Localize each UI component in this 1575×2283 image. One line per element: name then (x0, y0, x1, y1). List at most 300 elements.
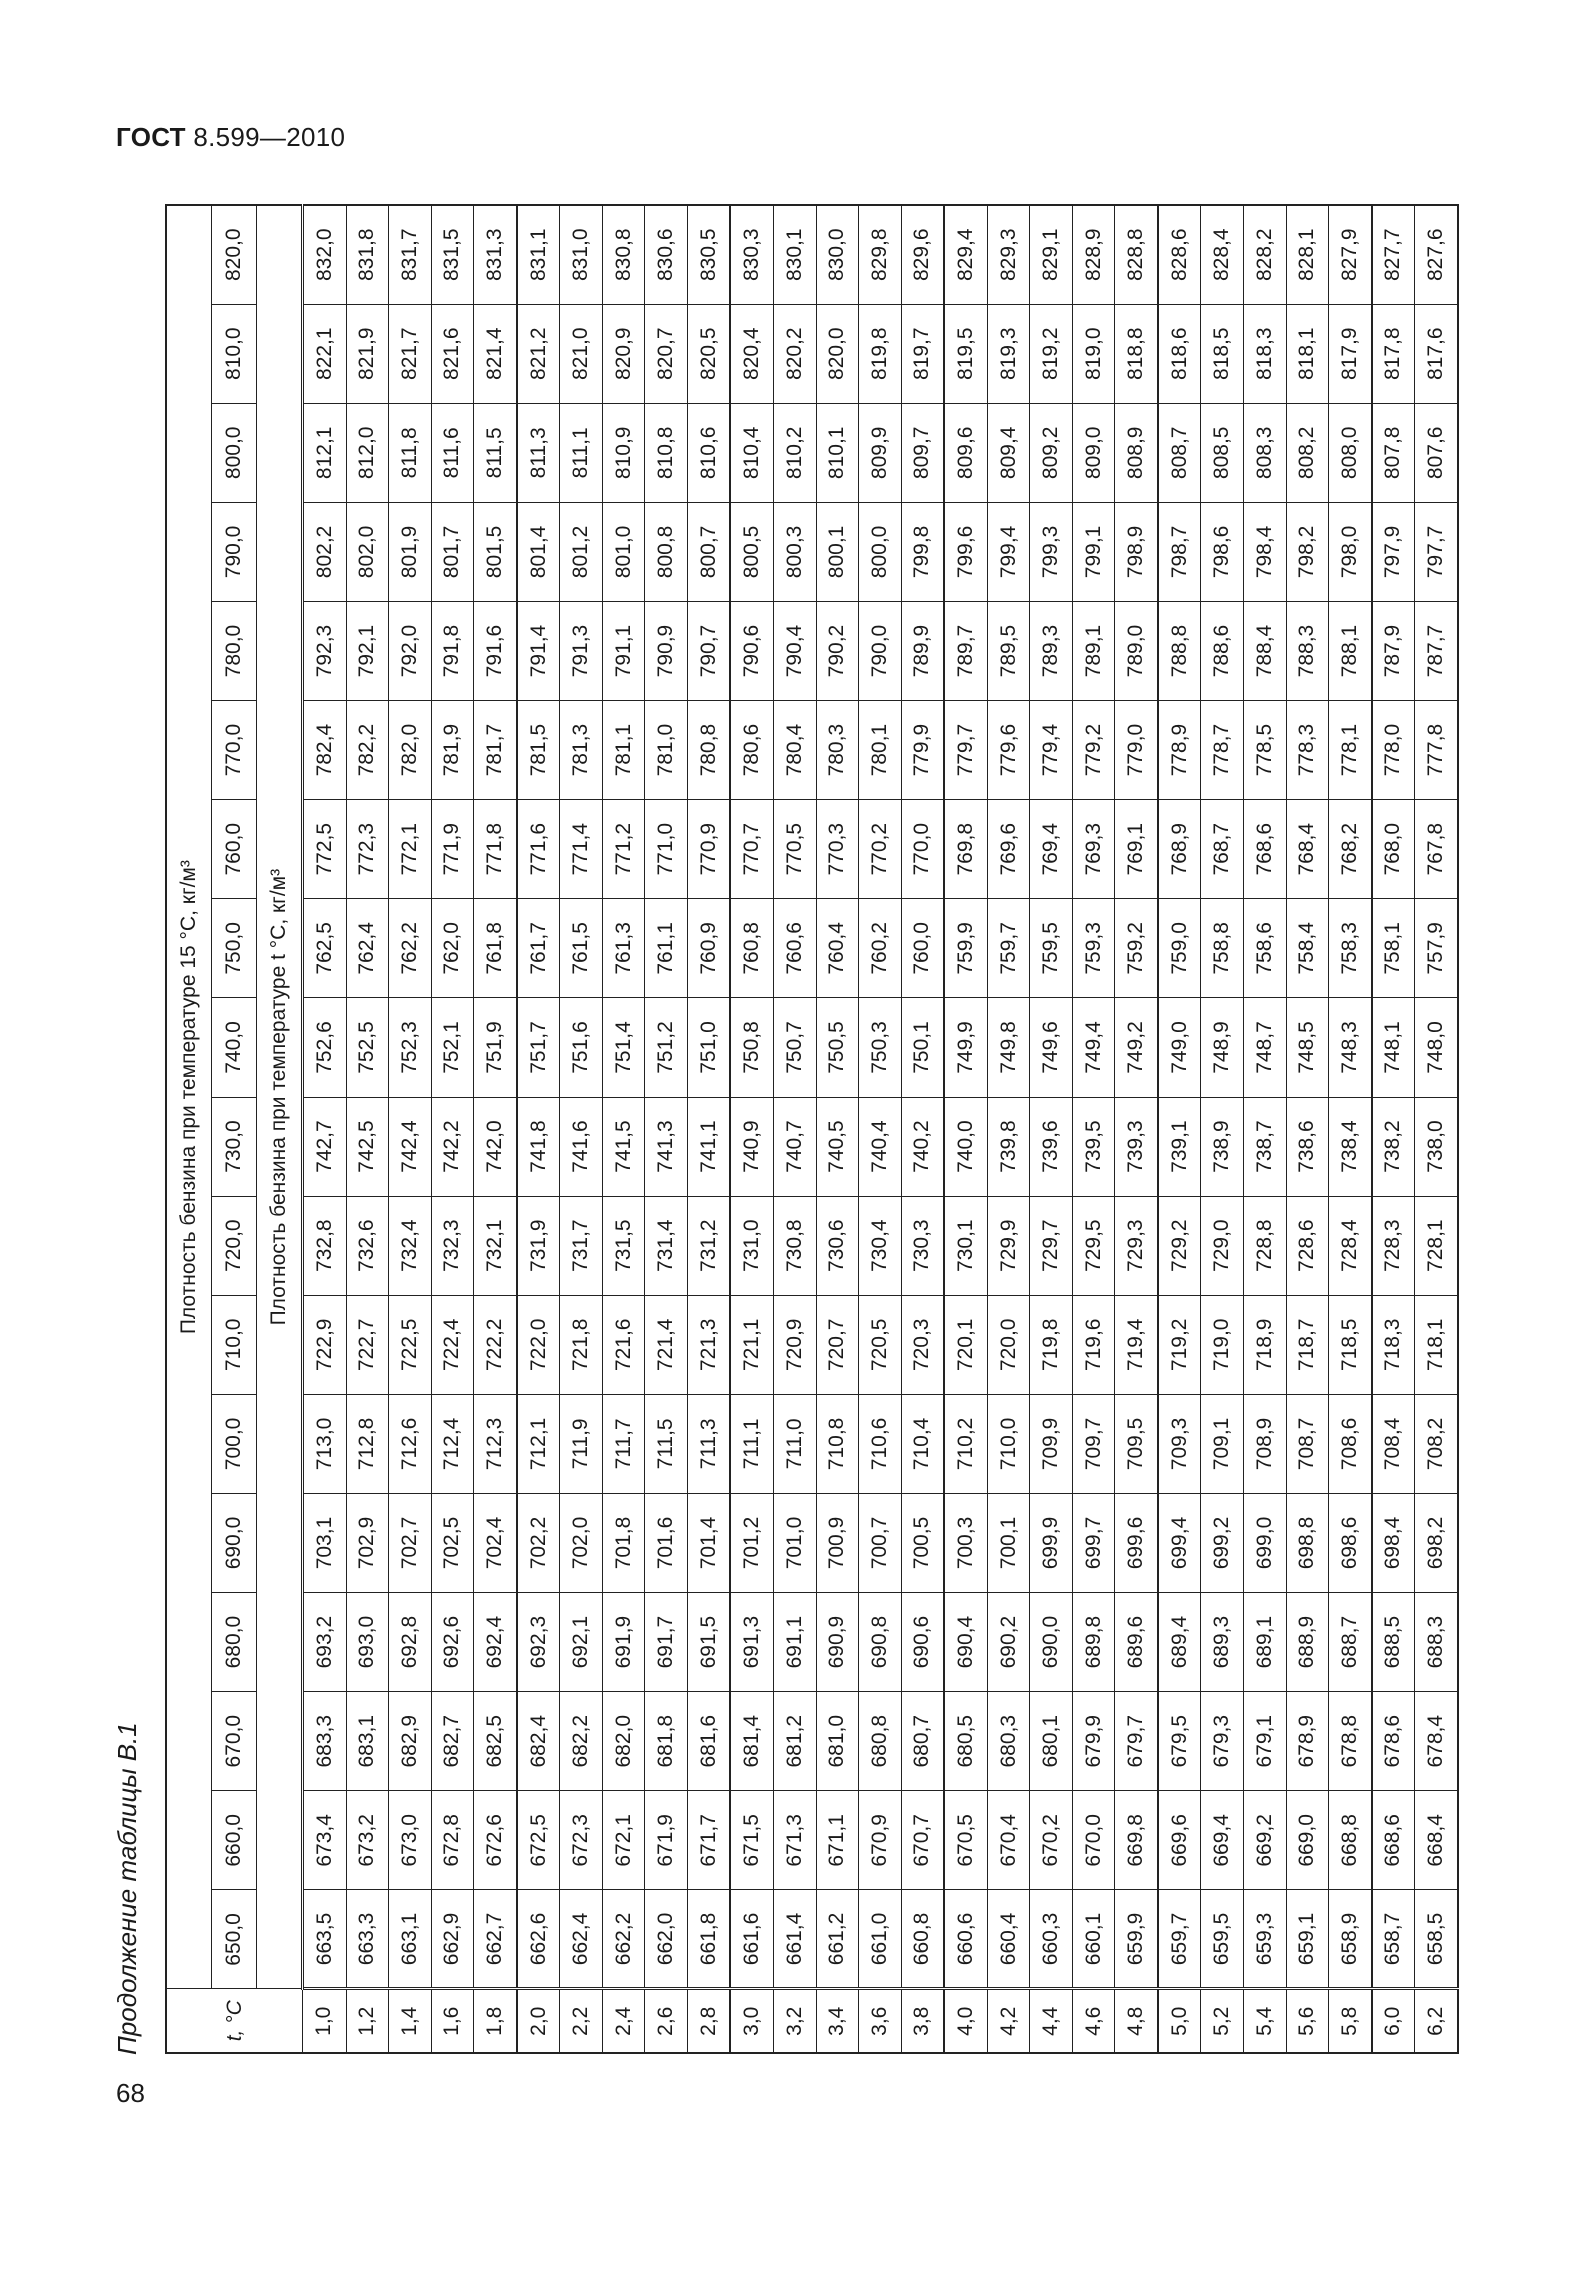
table-caption: Продолжение таблицы В.1 (112, 1722, 142, 2055)
density-cell: 757,9 (1415, 899, 1458, 998)
temperature-cell: 2,8 (687, 1989, 730, 2053)
density-cell: 691,7 (645, 1593, 688, 1692)
density-cell: 760,4 (816, 899, 859, 998)
density-cell: 762,0 (431, 899, 474, 998)
density-cell: 810,2 (774, 403, 817, 502)
density-cell: 831,1 (517, 205, 560, 304)
density-cell: 673,2 (346, 1791, 389, 1890)
density-cell: 782,0 (389, 701, 432, 800)
density-cell: 708,6 (1329, 1394, 1372, 1493)
density-cell: 778,5 (1243, 701, 1286, 800)
density-cell: 800,0 (859, 502, 902, 601)
density-cell: 809,4 (987, 403, 1030, 502)
density-cell: 788,8 (1158, 601, 1201, 700)
density-cell: 681,6 (687, 1692, 730, 1791)
density-cell: 771,8 (474, 800, 517, 899)
density-cell: 829,4 (944, 205, 987, 304)
density-cell: 771,4 (560, 800, 603, 899)
density-cell: 702,7 (389, 1493, 432, 1592)
density-cell: 758,6 (1243, 899, 1286, 998)
density-cell: 662,2 (602, 1890, 645, 1989)
density-cell: 660,4 (987, 1890, 1030, 1989)
density-cell: 792,3 (303, 601, 347, 700)
density-cell: 702,2 (517, 1493, 560, 1592)
density-cell: 801,7 (431, 502, 474, 601)
density-cell: 748,3 (1329, 998, 1372, 1097)
density-cell: 719,6 (1072, 1295, 1115, 1394)
temperature-cell: 4,4 (1030, 1989, 1073, 2053)
density-cell: 708,7 (1286, 1394, 1329, 1493)
density-cell: 658,9 (1329, 1890, 1372, 1989)
column-header: 790,0 (212, 502, 257, 601)
density-cell: 751,4 (602, 998, 645, 1097)
density-cell: 779,6 (987, 701, 1030, 800)
density-cell: 810,1 (816, 403, 859, 502)
density-cell: 679,5 (1158, 1692, 1201, 1791)
table-row (389, 205, 432, 2053)
density-cell: 663,3 (346, 1890, 389, 1989)
density-cell: 798,6 (1201, 502, 1244, 601)
density-cell: 798,7 (1158, 502, 1201, 601)
density-cell: 678,8 (1329, 1692, 1372, 1791)
density-cell: 808,5 (1201, 403, 1244, 502)
temperature-cell: 2,6 (645, 1989, 688, 2053)
density-cell: 751,7 (517, 998, 560, 1097)
density-cell: 731,0 (730, 1196, 773, 1295)
temperature-cell: 2,2 (560, 1989, 603, 2053)
density-cell: 712,3 (474, 1394, 517, 1493)
density-cell: 708,4 (1372, 1394, 1415, 1493)
temperature-cell: 4,6 (1072, 1989, 1115, 2053)
density-cell: 800,8 (645, 502, 688, 601)
density-cell: 760,8 (730, 899, 773, 998)
column-header: 650,0 (212, 1890, 257, 1989)
density-cell: 790,0 (859, 601, 902, 700)
table-row (1115, 205, 1158, 2053)
density-cell: 728,3 (1372, 1196, 1415, 1295)
temperature-cell: 5,4 (1243, 1989, 1286, 2053)
density-cell: 722,2 (474, 1295, 517, 1394)
table-row (1030, 205, 1073, 2053)
density-cell: 748,0 (1415, 998, 1458, 1097)
density-cell: 660,8 (901, 1890, 944, 1989)
density-cell: 678,6 (1372, 1692, 1415, 1791)
density-cell: 698,6 (1329, 1493, 1372, 1592)
density-cell: 722,5 (389, 1295, 432, 1394)
density-cell: 782,4 (303, 701, 347, 800)
temperature-cell: 2,4 (602, 1989, 645, 2053)
density-cell: 730,8 (774, 1196, 817, 1295)
density-cell: 699,2 (1201, 1493, 1244, 1592)
density-cell: 799,3 (1030, 502, 1073, 601)
density-cell: 698,4 (1372, 1493, 1415, 1592)
density-cell: 809,9 (859, 403, 902, 502)
density-cell: 691,5 (687, 1593, 730, 1692)
temperature-cell: 3,0 (730, 1989, 773, 2053)
density-cell: 682,5 (474, 1692, 517, 1791)
density-cell: 800,3 (774, 502, 817, 601)
density-cell: 672,6 (474, 1791, 517, 1890)
density-cell: 711,9 (560, 1394, 603, 1493)
density-cell: 718,3 (1372, 1295, 1415, 1394)
density-cell: 768,9 (1158, 800, 1201, 899)
density-cell: 673,0 (389, 1791, 432, 1890)
density-cell: 671,9 (645, 1791, 688, 1890)
table-row (944, 205, 987, 2053)
density-cell: 711,3 (687, 1394, 730, 1493)
density-cell: 722,0 (517, 1295, 560, 1394)
density-cell: 787,7 (1415, 601, 1458, 700)
density-cell: 811,5 (474, 403, 517, 502)
density-cell: 698,8 (1286, 1493, 1329, 1592)
density-cell: 739,3 (1115, 1097, 1158, 1196)
density-cell: 742,4 (389, 1097, 432, 1196)
density-cell: 712,6 (389, 1394, 432, 1493)
density-cell: 749,8 (987, 998, 1030, 1097)
density-cell: 689,6 (1115, 1593, 1158, 1692)
column-header: 820,0 (212, 205, 257, 304)
density-cell: 702,5 (431, 1493, 474, 1592)
density-cell: 748,1 (1372, 998, 1415, 1097)
density-cell: 672,3 (560, 1791, 603, 1890)
density-cell: 790,7 (687, 601, 730, 700)
density-cell: 830,1 (774, 205, 817, 304)
density-cell: 748,7 (1243, 998, 1286, 1097)
density-cell: 681,0 (816, 1692, 859, 1791)
density-cell: 808,2 (1286, 403, 1329, 502)
density-t-header: Плотность бензина при температуре t °C, кг/м³ (257, 205, 303, 1989)
density-cell: 751,6 (560, 998, 603, 1097)
density-cell: 831,3 (474, 205, 517, 304)
table-row (816, 205, 859, 2053)
temperature-cell: 5,6 (1286, 1989, 1329, 2053)
table-row (859, 205, 902, 2053)
density-cell: 719,2 (1158, 1295, 1201, 1394)
density-cell: 769,1 (1115, 800, 1158, 899)
table-row (1286, 205, 1329, 2053)
density-cell: 711,5 (645, 1394, 688, 1493)
density-cell: 689,1 (1243, 1593, 1286, 1692)
density-cell: 738,6 (1286, 1097, 1329, 1196)
density-cell: 808,7 (1158, 403, 1201, 502)
density-cell: 832,0 (303, 205, 347, 304)
density-cell: 821,7 (389, 304, 432, 403)
density-cell: 812,1 (303, 403, 347, 502)
density-cell: 660,1 (1072, 1890, 1115, 1989)
density-cell: 710,6 (859, 1394, 902, 1493)
density-cell: 811,6 (431, 403, 474, 502)
density-cell: 781,9 (431, 701, 474, 800)
density-cell: 769,6 (987, 800, 1030, 899)
density-cell: 791,3 (560, 601, 603, 700)
density-cell: 768,4 (1286, 800, 1329, 899)
density-cell: 721,4 (645, 1295, 688, 1394)
density-cell: 788,4 (1243, 601, 1286, 700)
density-cell: 671,7 (687, 1791, 730, 1890)
density-cell: 772,1 (389, 800, 432, 899)
density-cell: 789,1 (1072, 601, 1115, 700)
density-cell: 758,8 (1201, 899, 1244, 998)
density-cell: 692,1 (560, 1593, 603, 1692)
density-cell: 768,2 (1329, 800, 1372, 899)
density-cell: 742,0 (474, 1097, 517, 1196)
density-cell: 762,5 (303, 899, 347, 998)
density-cell: 812,0 (346, 403, 389, 502)
density-cell: 669,6 (1158, 1791, 1201, 1890)
density-cell: 770,5 (774, 800, 817, 899)
density-cell: 660,6 (944, 1890, 987, 1989)
column-header: 680,0 (212, 1593, 257, 1692)
density-cell: 751,9 (474, 998, 517, 1097)
density-cell: 748,9 (1201, 998, 1244, 1097)
density-cell: 751,0 (687, 998, 730, 1097)
density-cell: 749,9 (944, 998, 987, 1097)
table-row (1201, 205, 1244, 2053)
density-cell: 710,0 (987, 1394, 1030, 1493)
column-header: 720,0 (212, 1196, 257, 1295)
density-cell: 801,4 (517, 502, 560, 601)
table-row (1243, 205, 1286, 2053)
density-cell: 809,6 (944, 403, 987, 502)
density-cell: 680,1 (1030, 1692, 1073, 1791)
density-cell: 691,3 (730, 1593, 773, 1692)
temperature-cell: 1,0 (303, 1989, 347, 2053)
density-cell: 770,2 (859, 800, 902, 899)
density-cell: 662,7 (474, 1890, 517, 1989)
density-cell: 831,5 (431, 205, 474, 304)
density-cell: 752,6 (303, 998, 347, 1097)
density-cell: 709,7 (1072, 1394, 1115, 1493)
density-cell: 828,4 (1201, 205, 1244, 304)
table-row (346, 205, 389, 2053)
density-cell: 693,2 (303, 1593, 347, 1692)
temperature-cell: 1,4 (389, 1989, 432, 2053)
density-cell: 749,0 (1158, 998, 1201, 1097)
density-cell: 739,5 (1072, 1097, 1115, 1196)
density-cell: 810,9 (602, 403, 645, 502)
density-cell: 749,6 (1030, 998, 1073, 1097)
density-cell: 809,0 (1072, 403, 1115, 502)
density-cell: 828,8 (1115, 205, 1158, 304)
density-cell: 693,0 (346, 1593, 389, 1692)
density-cell: 682,4 (517, 1692, 560, 1791)
density-cell: 808,0 (1329, 403, 1372, 502)
density-cell: 741,8 (517, 1097, 560, 1196)
temperature-cell: 6,0 (1372, 1989, 1415, 2053)
column-header: 770,0 (212, 701, 257, 800)
density-cell: 682,0 (602, 1692, 645, 1791)
density-cell: 688,7 (1329, 1593, 1372, 1692)
density-cell: 670,7 (901, 1791, 944, 1890)
density-cell: 759,9 (944, 899, 987, 998)
density-cell: 661,8 (687, 1890, 730, 1989)
density-cell: 779,9 (901, 701, 944, 800)
density-cell: 670,4 (987, 1791, 1030, 1890)
density-cell: 829,3 (987, 205, 1030, 304)
density-cell: 739,6 (1030, 1097, 1073, 1196)
density-cell: 811,3 (517, 403, 560, 502)
density-cell: 688,3 (1415, 1593, 1458, 1692)
density-cell: 779,2 (1072, 701, 1115, 800)
density-cell: 799,8 (901, 502, 944, 601)
density-cell: 759,0 (1158, 899, 1201, 998)
density-cell: 682,9 (389, 1692, 432, 1791)
density-cell: 728,6 (1286, 1196, 1329, 1295)
density-cell: 790,9 (645, 601, 688, 700)
temperature-cell: 3,6 (859, 1989, 902, 2053)
density-cell: 730,6 (816, 1196, 859, 1295)
document-header (116, 122, 345, 153)
density-cell: 830,0 (816, 205, 859, 304)
density-cell: 781,7 (474, 701, 517, 800)
density-cell: 828,9 (1072, 205, 1115, 304)
density-cell: 780,3 (816, 701, 859, 800)
density-cell: 702,4 (474, 1493, 517, 1592)
density-cell: 740,0 (944, 1097, 987, 1196)
density-cell: 808,3 (1243, 403, 1286, 502)
density-cell: 752,1 (431, 998, 474, 1097)
density-cell: 680,5 (944, 1692, 987, 1791)
density-cell: 749,2 (1115, 998, 1158, 1097)
density-cell: 769,8 (944, 800, 987, 899)
density-cell: 758,4 (1286, 899, 1329, 998)
density-cell: 663,1 (389, 1890, 432, 1989)
table-row (1072, 205, 1115, 2053)
density-cell: 703,1 (303, 1493, 347, 1592)
density-cell: 791,4 (517, 601, 560, 700)
density-cell: 791,6 (474, 601, 517, 700)
density-cell: 740,4 (859, 1097, 902, 1196)
density-cell: 819,8 (859, 304, 902, 403)
density-cell: 798,2 (1286, 502, 1329, 601)
density-cell: 710,2 (944, 1394, 987, 1493)
density-cell: 788,1 (1329, 601, 1372, 700)
density-cell: 711,1 (730, 1394, 773, 1493)
column-header: 760,0 (212, 800, 257, 899)
density-cell: 761,7 (517, 899, 560, 998)
column-header: 740,0 (212, 998, 257, 1097)
density-cell: 721,8 (560, 1295, 603, 1394)
density-cell: 668,6 (1372, 1791, 1415, 1890)
density-cell: 801,2 (560, 502, 603, 601)
density-cell: 700,9 (816, 1493, 859, 1592)
table-row (901, 205, 944, 2053)
density-cell: 758,1 (1372, 899, 1415, 998)
density-cell: 818,1 (1286, 304, 1329, 403)
density-cell: 790,4 (774, 601, 817, 700)
density-cell: 819,0 (1072, 304, 1115, 403)
density-cell: 720,0 (987, 1295, 1030, 1394)
density-cell: 798,9 (1115, 502, 1158, 601)
density-cell: 688,9 (1286, 1593, 1329, 1692)
density-cell: 673,4 (303, 1791, 347, 1890)
density-cell: 731,9 (517, 1196, 560, 1295)
density-cell: 719,4 (1115, 1295, 1158, 1394)
density-cell: 678,9 (1286, 1692, 1329, 1791)
density-cell: 751,2 (645, 998, 688, 1097)
density-cell: 802,0 (346, 502, 389, 601)
density-cell: 709,5 (1115, 1394, 1158, 1493)
density-cell: 811,8 (389, 403, 432, 502)
density-cell: 771,9 (431, 800, 474, 899)
density-cell: 772,3 (346, 800, 389, 899)
temperature-cell: 3,8 (901, 1989, 944, 2053)
standard-code: ГОСТ (116, 122, 186, 152)
density-cell: 683,3 (303, 1692, 347, 1791)
density-cell: 830,8 (602, 205, 645, 304)
density-cell: 691,9 (602, 1593, 645, 1692)
density-cell: 827,7 (1372, 205, 1415, 304)
density-cell: 711,7 (602, 1394, 645, 1493)
density-cell: 690,0 (1030, 1593, 1073, 1692)
density-cell: 821,4 (474, 304, 517, 403)
temperature-cell: 5,0 (1158, 1989, 1201, 2053)
density-cell: 741,5 (602, 1097, 645, 1196)
density-cell: 761,3 (602, 899, 645, 998)
density-cell: 818,5 (1201, 304, 1244, 403)
density-cell: 777,8 (1415, 701, 1458, 800)
density-cell: 668,8 (1329, 1791, 1372, 1890)
density-cell: 692,4 (474, 1593, 517, 1692)
density-cell: 700,3 (944, 1493, 987, 1592)
density-cell: 778,0 (1372, 701, 1415, 800)
density-cell: 701,2 (730, 1493, 773, 1592)
density-cell: 669,4 (1201, 1791, 1244, 1890)
density-cell: 670,9 (859, 1791, 902, 1890)
density-cell: 699,7 (1072, 1493, 1115, 1592)
density-cell: 680,3 (987, 1692, 1030, 1791)
density-cell: 760,0 (901, 899, 944, 998)
density-cell: 780,4 (774, 701, 817, 800)
density-cell: 731,7 (560, 1196, 603, 1295)
density-cell: 789,5 (987, 601, 1030, 700)
density-cell: 778,9 (1158, 701, 1201, 800)
density-cell: 738,0 (1415, 1097, 1458, 1196)
density-cell: 800,1 (816, 502, 859, 601)
density-cell: 738,7 (1243, 1097, 1286, 1196)
density-cell: 759,2 (1115, 899, 1158, 998)
density-cell: 720,1 (944, 1295, 987, 1394)
density-cell: 712,8 (346, 1394, 389, 1493)
density-cell: 709,1 (1201, 1394, 1244, 1493)
density-cell: 720,9 (774, 1295, 817, 1394)
density-cell: 720,3 (901, 1295, 944, 1394)
density-cell: 729,5 (1072, 1196, 1115, 1295)
density-cell: 820,9 (602, 304, 645, 403)
temperature-cell: 5,8 (1329, 1989, 1372, 2053)
density-cell: 831,0 (560, 205, 603, 304)
density-cell: 689,8 (1072, 1593, 1115, 1692)
density-cell: 670,0 (1072, 1791, 1115, 1890)
density-cell: 692,6 (431, 1593, 474, 1692)
table-row (987, 205, 1030, 2053)
rotated-table-container (165, 206, 1459, 2054)
density-cell: 778,7 (1201, 701, 1244, 800)
density-cell: 828,1 (1286, 205, 1329, 304)
column-header: 660,0 (212, 1791, 257, 1890)
temperature-cell: 1,6 (431, 1989, 474, 2053)
density-table (165, 204, 1459, 2054)
density-cell: 827,9 (1329, 205, 1372, 304)
density-cell: 728,8 (1243, 1196, 1286, 1295)
density-cell: 789,9 (901, 601, 944, 700)
density-cell: 680,7 (901, 1692, 944, 1791)
density-cell: 720,5 (859, 1295, 902, 1394)
density-cell: 829,8 (859, 205, 902, 304)
density-cell: 761,1 (645, 899, 688, 998)
density-cell: 801,5 (474, 502, 517, 601)
density-cell: 701,6 (645, 1493, 688, 1592)
